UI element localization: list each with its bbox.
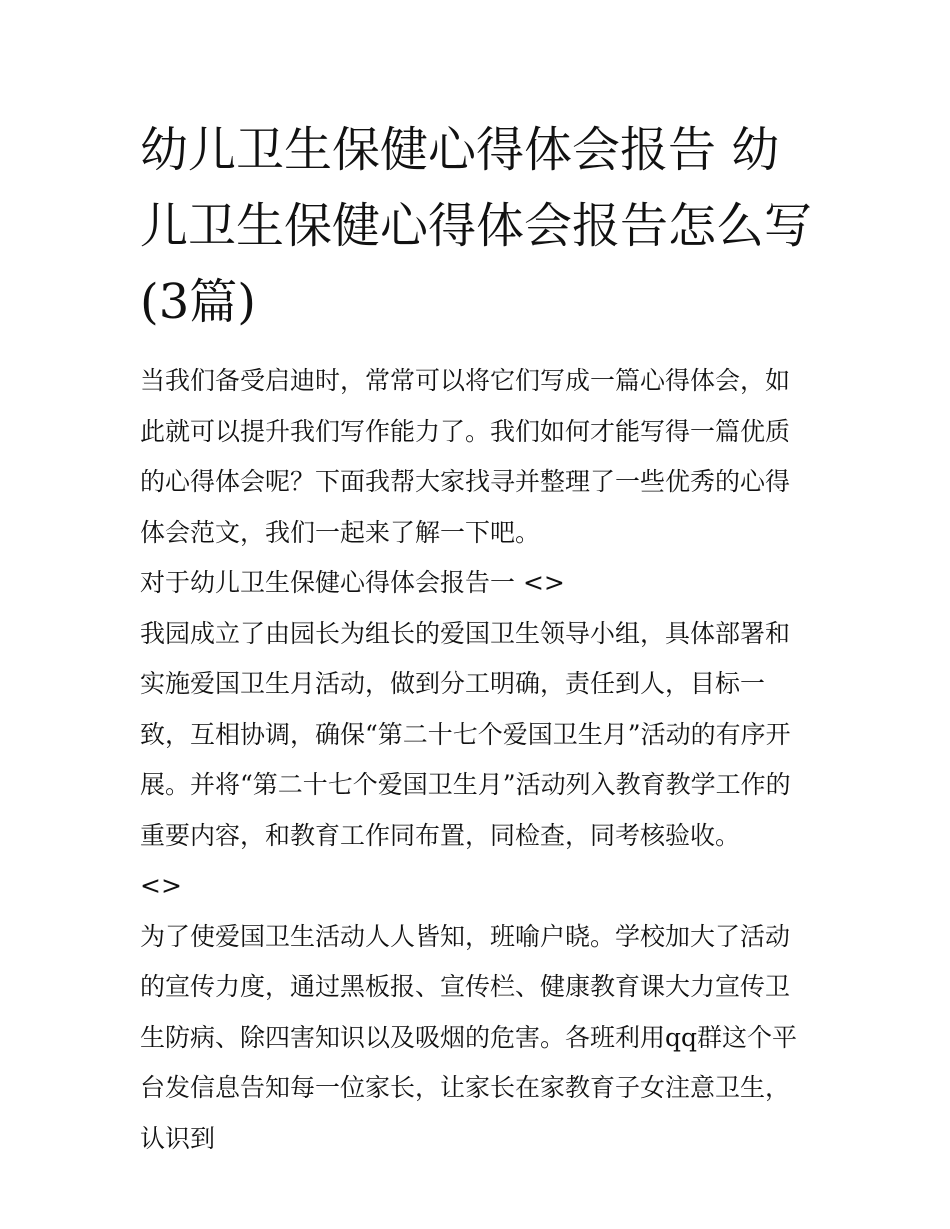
intro-paragraph: 当我们备受启迪时，常常可以将它们写成一篇心得体会，如此就可以提升我们写作能力了。我们如何才能写得一篇优质的心得体会呢？下面我帮大家找寻并整理了一些优秀的心得体会范文，我们一起来了解一下吧。 xyxy=(140,366,791,547)
body-paragraph-1: 我园成立了由园长为组长的爱国卫生领导小组，具体部署和实施爱国卫生月活动，做到分工明确，责任到人，目标一致，互相协调，确保“第二十七个爱国卫生月”活动的有序开展。并将“第二十七个爱国卫生月”活动列入教育教学工作的重要内容，和教育工作同布置，同检查，同考核验收。 xyxy=(140,618,791,850)
marker-line: <> xyxy=(140,871,182,900)
document-title: 幼儿卫生保健心得体会报告 幼儿卫生保健心得体会报告怎么写(3篇) xyxy=(140,122,813,330)
document-body xyxy=(140,112,812,1164)
body-paragraph-2: 为了使爱国卫生活动人人皆知，班喻户晓。学校加大了活动的宣传力度，通过黑板报、宣传栏、健康教育课大力宣传卫生防病、除四害知识以及吸烟的危害。各班利用qq群这个平台发信息告知每一位家长，让家长在家教育子女注意卫生，认识到 xyxy=(140,921,798,1153)
section-heading: 对于幼儿卫生保健心得体会报告一 <> xyxy=(140,568,565,597)
